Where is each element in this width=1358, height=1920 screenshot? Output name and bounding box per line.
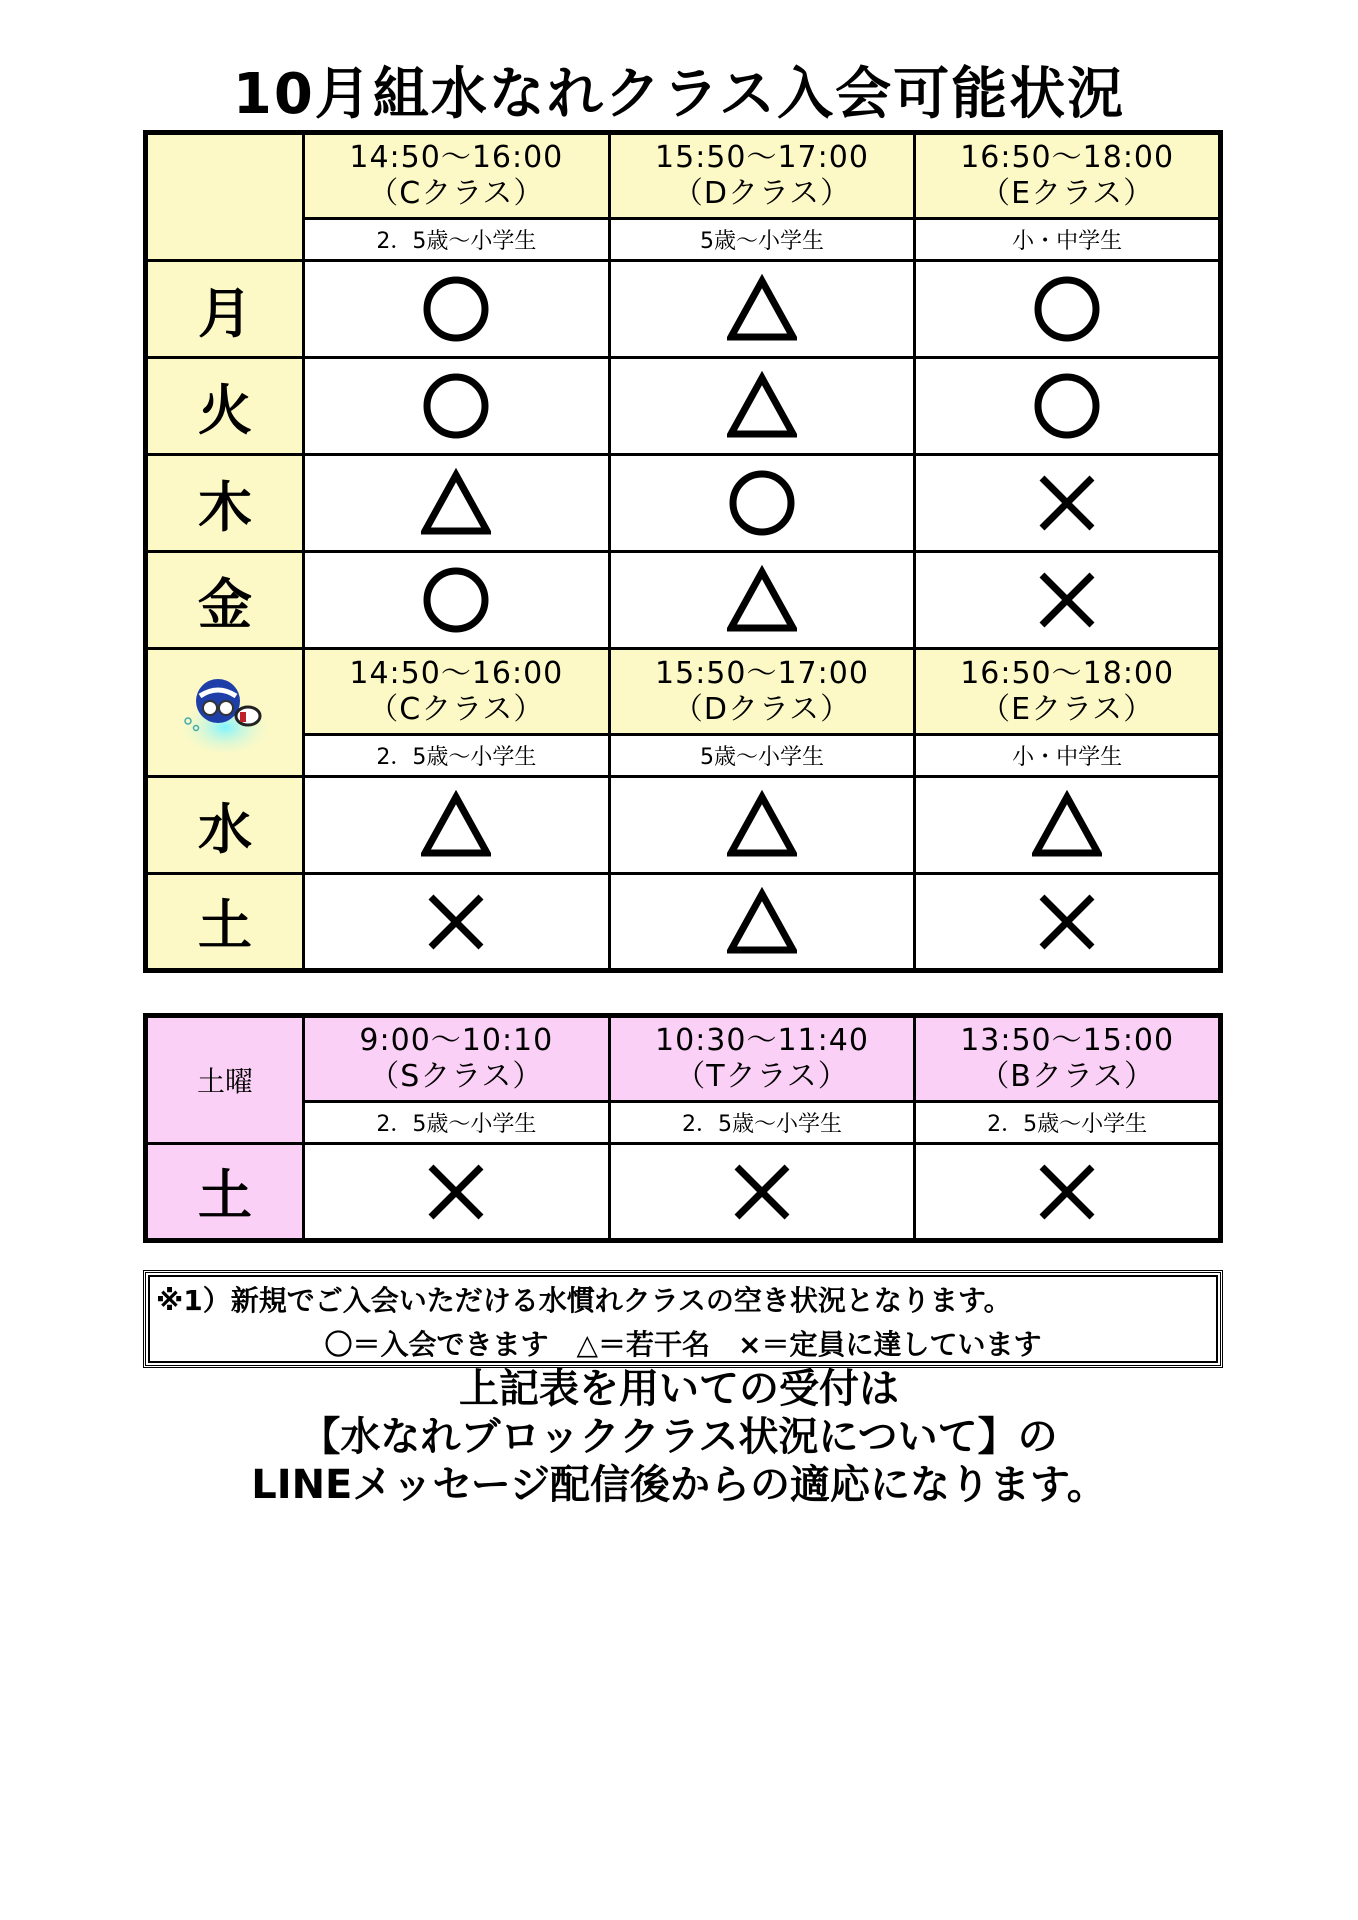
mark-cell	[304, 455, 610, 552]
age-cell: 5歳〜小学生	[609, 735, 915, 777]
cross-mark-icon	[1032, 887, 1102, 957]
cross-mark-icon	[421, 887, 491, 957]
header-time-cell: 13:50〜15:00 （Bクラス）	[915, 1016, 1221, 1102]
circle-mark-icon	[421, 565, 491, 635]
cross-mark-icon	[1032, 468, 1102, 538]
mark-cell	[915, 777, 1221, 874]
day-label: 火	[146, 358, 304, 455]
day-label: 金	[146, 552, 304, 649]
mark-cell	[304, 552, 610, 649]
page-title: 10月組水なれクラス入会可能状況	[232, 62, 1126, 127]
mark-cell	[609, 358, 915, 455]
header-time-cell: 14:50〜16:00 （Cクラス）	[304, 649, 610, 735]
header-time-cell: 15:50〜17:00 （Dクラス）	[609, 133, 915, 219]
header-time-cell: 16:50〜18:00 （Eクラス）	[915, 649, 1221, 735]
notes-box	[143, 1270, 1223, 1368]
mark-cell	[304, 874, 610, 971]
triangle-mark-icon	[1032, 790, 1102, 860]
day-label: 月	[146, 261, 304, 358]
schedule-table-weekday	[143, 130, 1223, 973]
mark-cell	[915, 261, 1221, 358]
circle-mark-icon	[727, 468, 797, 538]
age-cell: 小・中学生	[915, 735, 1221, 777]
triangle-mark-icon	[727, 371, 797, 441]
day-label: 木	[146, 455, 304, 552]
circle-mark-icon	[1032, 371, 1102, 441]
header-time-cell: 16:50〜18:00 （Eクラス）	[915, 133, 1221, 219]
schedule-table-saturday	[143, 1013, 1223, 1243]
mark-cell	[915, 358, 1221, 455]
age-cell: 小・中学生	[915, 219, 1221, 261]
swimmer-mascot-icon	[170, 666, 280, 756]
mark-cell	[609, 455, 915, 552]
header-time-cell: 14:50〜16:00 （Cクラス）	[304, 133, 610, 219]
age-cell: 2．5歳〜小学生	[304, 735, 610, 777]
mark-cell	[609, 552, 915, 649]
header-time-cell: 9:00〜10:10 （Sクラス）	[304, 1016, 610, 1102]
age-cell: 2．5歳〜小学生	[304, 219, 610, 261]
triangle-mark-icon	[727, 887, 797, 957]
day-label: 土	[146, 1144, 304, 1241]
header-time-cell: 15:50〜17:00 （Dクラス）	[609, 649, 915, 735]
circle-mark-icon	[421, 274, 491, 344]
mark-cell	[609, 874, 915, 971]
mark-cell	[915, 552, 1221, 649]
day-label: 水	[146, 777, 304, 874]
corner-cell	[146, 133, 304, 261]
age-cell: 2．5歳〜小学生	[609, 1102, 915, 1144]
note-line-1: ※1）新規でご入会いただける水慣れクラスの空き状況となります。	[156, 1284, 1012, 1317]
mark-cell	[609, 777, 915, 874]
triangle-mark-icon	[727, 790, 797, 860]
mark-cell	[304, 261, 610, 358]
corner-cell-logo	[146, 649, 304, 777]
corner-label: 土曜	[146, 1016, 304, 1144]
footer-line-3: LINEメッセージ配信後からの適応になります。	[251, 1462, 1107, 1508]
mark-cell	[304, 777, 610, 874]
triangle-mark-icon	[727, 274, 797, 344]
triangle-mark-icon	[421, 790, 491, 860]
triangle-mark-icon	[421, 468, 491, 538]
triangle-mark-icon	[727, 565, 797, 635]
mark-cell	[915, 874, 1221, 971]
circle-mark-icon	[421, 371, 491, 441]
mark-cell	[609, 1144, 915, 1241]
age-cell: 2．5歳〜小学生	[304, 1102, 610, 1144]
header-time-cell: 10:30〜11:40 （Tクラス）	[609, 1016, 915, 1102]
circle-mark-icon	[1032, 274, 1102, 344]
cross-mark-icon	[1032, 565, 1102, 635]
day-label: 土	[146, 874, 304, 971]
cross-mark-icon	[421, 1157, 491, 1227]
mark-cell	[915, 1144, 1221, 1241]
footer-line-1: 上記表を用いての受付は	[459, 1366, 899, 1412]
cross-mark-icon	[1032, 1157, 1102, 1227]
cross-mark-icon	[727, 1157, 797, 1227]
note-legend: 〇＝入会できます △＝若干名 ×＝定員に達しています	[324, 1328, 1042, 1361]
mark-cell	[915, 455, 1221, 552]
age-cell: 2．5歳〜小学生	[915, 1102, 1221, 1144]
mark-cell	[609, 261, 915, 358]
mark-cell	[304, 1144, 610, 1241]
footer-line-2: 【水なれブロッククラス状況について】の	[300, 1414, 1058, 1460]
mark-cell	[304, 358, 610, 455]
age-cell: 5歳〜小学生	[609, 219, 915, 261]
footer-text	[0, 1365, 1358, 1509]
